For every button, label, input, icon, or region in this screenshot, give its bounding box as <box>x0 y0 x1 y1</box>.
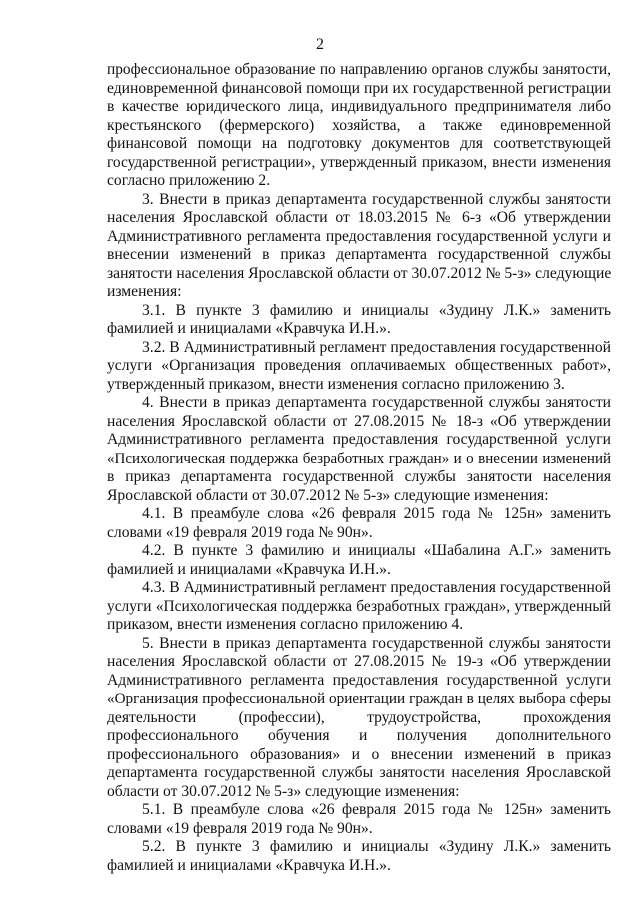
text-line: 5.2. В пункте 3 фамилию и инициалы «Зудину Л.К.» заменить <box>142 838 611 855</box>
text-line: населения Ярославской области от 18.03.2015 № 6-з «Об утверждении <box>107 209 611 226</box>
text-line: единовременной финансовой помощи при их государственной регистрации <box>107 79 611 97</box>
text-line: 4.2. В пункте 3 фамилию и инициалы «Шабалина А.Г.» заменить <box>142 542 611 559</box>
text-line: словами «19 февраля 2019 года № 90н». <box>107 523 373 541</box>
text-line: департамента государственной службы занятости населения Ярославской <box>107 764 611 781</box>
text-line: Административного регламента предоставления государственной услуги <box>107 431 611 448</box>
text-line: финансовой помощи на подготовку документов для соответствующей <box>107 135 611 152</box>
text-line: 3. Внести в приказ департамента государственной службы занятости <box>142 190 611 208</box>
text-line: 4.3. В Административный регламент предоставления государственной <box>142 579 611 596</box>
text-line: утвержденный приказом, внести изменения согласно приложению 3. <box>107 375 565 393</box>
text-line: Административного регламента предоставления государственной услуги <box>107 671 611 689</box>
text-line: фамилией и инициалами «Кравчука И.Н.». <box>107 320 391 337</box>
document-body <box>107 61 611 875</box>
text-line: 5. Внести в приказ департамента государственной службы занятости <box>142 634 611 652</box>
text-line: профессионального обучения и получения дополнительного <box>107 727 611 744</box>
text-line: «Психологическая поддержка безработных граждан» и о внесении изменений <box>107 450 611 467</box>
text-line: профессиональное образование по направлению органов службы занятости, <box>107 61 611 78</box>
text-line: деятельности (профессии), трудоустройства, прохождения <box>107 708 611 726</box>
text-line: приказом, внести изменения согласно приложению 4. <box>107 616 464 633</box>
text-line: 4. Внести в приказ департамента государственной службы занятости <box>142 394 611 411</box>
text-line: услуги «Психологическая поддержка безработных граждан», утвержденный <box>107 597 611 615</box>
text-line: согласно приложению 2. <box>107 172 271 189</box>
text-line: Административного регламента предоставления государственной услуги и <box>107 227 611 245</box>
text-line: крестьянского (фермерского) хозяйства, а также единовременной <box>107 116 611 134</box>
text-line: занятости населения Ярославской области от 30.07.2012 № 5-з» следующие <box>107 264 612 282</box>
text-line: «Организация профессиональной ориентации граждан в целях выбора сферы <box>107 690 611 707</box>
text-line: 4.1. В преамбуле слова «26 февраля 2015 года № 125н» заменить <box>142 505 611 522</box>
text-line: государственной регистрации», утвержденный приказом, внести изменения <box>107 153 611 171</box>
text-line: изменения: <box>107 283 182 300</box>
text-line: области от 30.07.2012 № 5-з» следующие изменения: <box>107 782 460 800</box>
text-line: 5.1. В преамбуле слова «26 февраля 2015 года № 125н» заменить <box>142 801 611 818</box>
text-line: 3.1. В пункте 3 фамилию и инициалы «Зудину Л.К.» заменить <box>142 301 611 319</box>
text-line: фамилией и инициалами «Кравчука И.Н.». <box>107 856 391 874</box>
text-line: 3.2. В Административный регламент предоставления государственной <box>142 338 611 356</box>
text-line: населения Ярославской области от 27.08.2015 № 18-з «Об утверждении <box>107 412 611 430</box>
text-line: в приказ департамента государственной службы занятости населения <box>107 468 611 485</box>
text-line: внесении изменений в приказ департамента государственной службы <box>107 246 611 263</box>
text-line: населения Ярославской области от 27.08.2015 № 19-з «Об утверждении <box>107 653 611 670</box>
text-line: фамилией и инициалами «Кравчука И.Н.». <box>107 560 391 578</box>
text-line: Ярославской области от 30.07.2012 № 5-з» следующие изменения: <box>107 486 549 504</box>
text-line: словами «19 февраля 2019 года № 90н». <box>107 819 373 837</box>
text-line: услуги «Организация проведения оплачиваемых общественных работ», <box>107 357 611 374</box>
text-line: в качестве юридического лица, индивидуального предпринимателя либо <box>107 98 611 115</box>
text-line: профессионального образования» и о внесении изменений в приказ <box>107 745 611 763</box>
page-number: 2 <box>316 36 324 53</box>
